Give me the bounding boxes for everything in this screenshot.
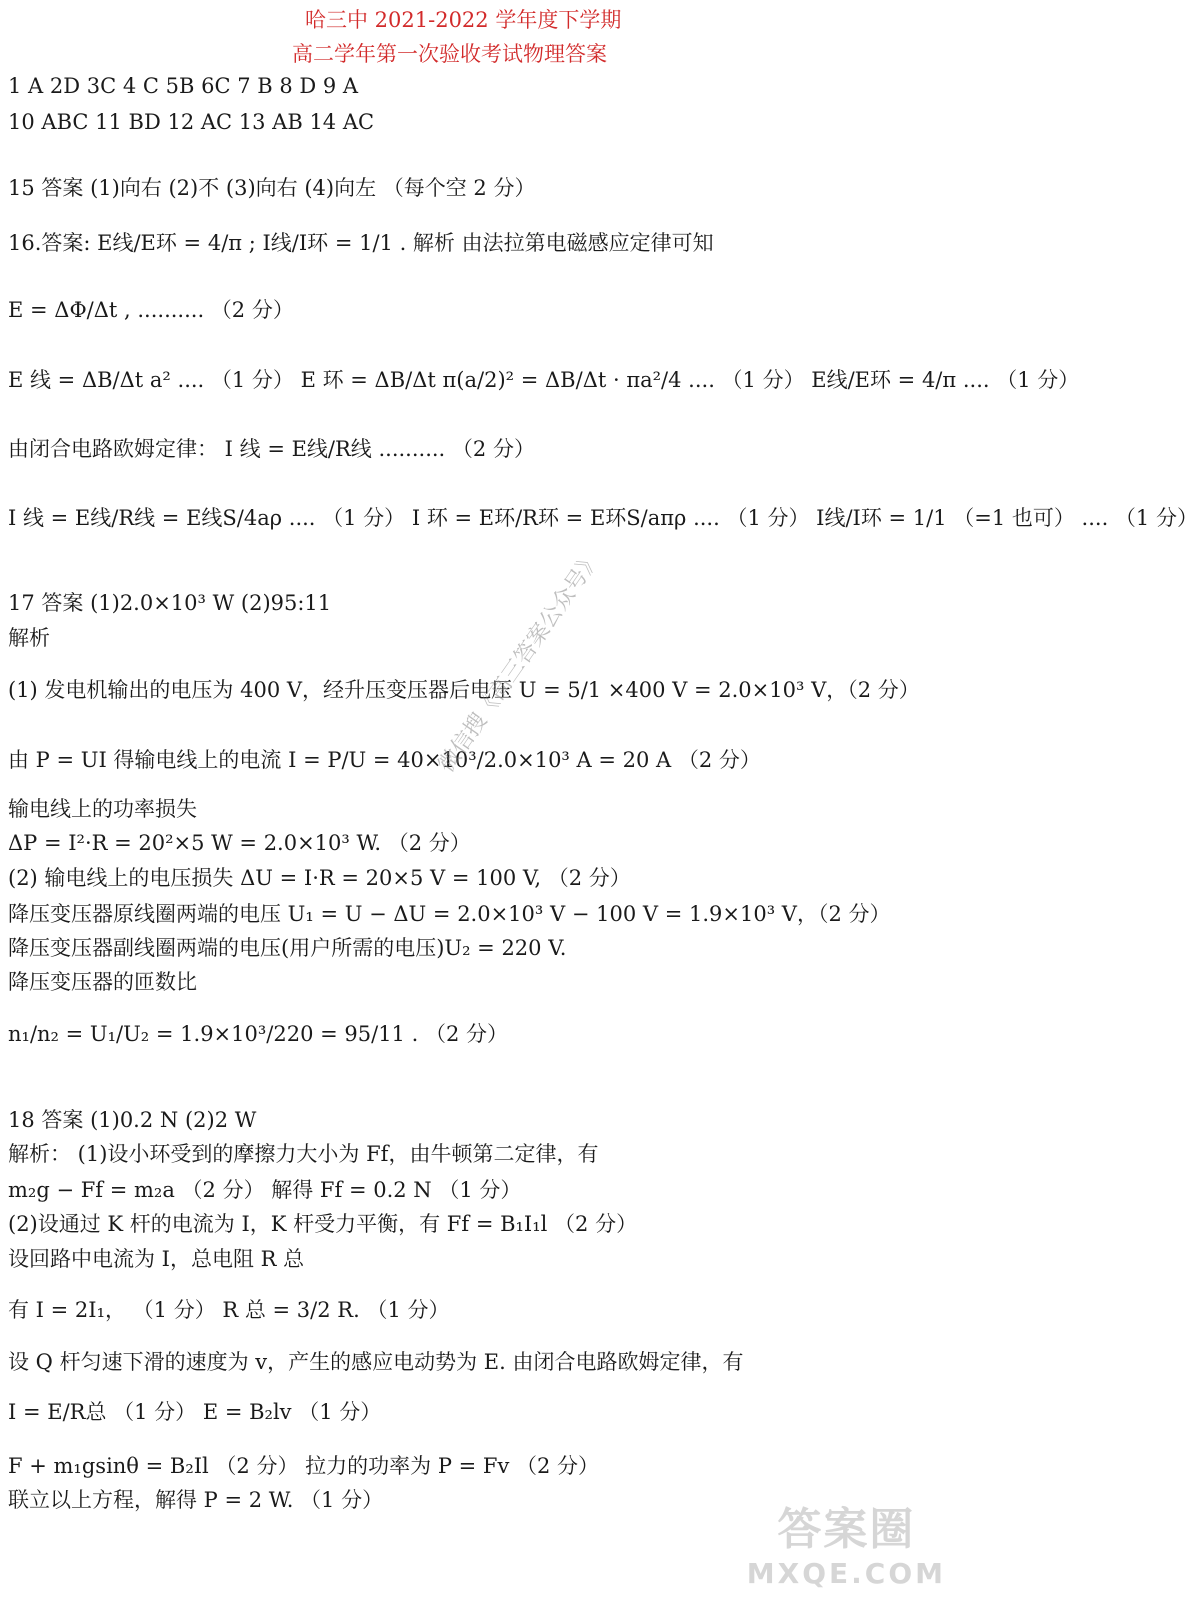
answer-line-q18-part1: 解析： (1)设小环受到的摩擦力大小为 Ff，由牛顿第二定律，有	[8, 1142, 599, 1166]
answer-line-q18-force: F + m₁gsinθ = B₂Il （2 分） 拉力的功率为 P = Fv （2 分）	[8, 1454, 600, 1478]
answer-line-q17-analysis: 解析	[8, 626, 50, 650]
answer-line-q17-loss-heading: 输电线上的功率损失	[8, 797, 197, 821]
answer-line-q18-part2: (2)设通过 K 杆的电流为 I，K 杆受力平衡，有 Ff = B₁I₁l （2 分）	[8, 1212, 638, 1236]
answer-line-q17-answer: 17 答案 (1)2.0×10³ W (2)95:11	[8, 591, 332, 615]
answer-line-q17-part2: (2) 输电线上的电压损失 ΔU = I·R = 20×5 V = 100 V, （2 分）	[8, 866, 631, 890]
answer-line-q17-u2: 降压变压器副线圈两端的电压(用户所需的电压)U₂ = 220 V.	[8, 936, 567, 960]
page-subtitle: 高二学年第一次验收考试物理答案	[292, 42, 607, 66]
answer-line-q16-ohm: 由闭合电路欧姆定律： I 线 = E线/R线 .......... （2 分）	[8, 437, 535, 461]
watermark-logo-domain: MXQE.COM	[746, 1557, 946, 1590]
answer-line-q17-current: 由 P = UI 得输电线上的电流 I = P/U = 40×10³/2.0×10³ A = 20 A （2 分）	[8, 748, 761, 772]
watermark-logo	[747, 1493, 946, 1590]
answer-line-q16-current: I 线 = E线/R线 = E线S/4aρ .... （1 分） I 环 = E环/R环 = E环S/aπρ .... （1 分） I线/I环 = 1/1 （=1 也可） .... （1 分）	[8, 506, 1198, 530]
answer-line-q18-result: 联立以上方程，解得 P = 2 W. （1 分）	[8, 1488, 384, 1512]
answer-line-q16-e: E = ΔΦ/Δt , .......... （2 分）	[8, 298, 294, 322]
watermark-logo-title: 答案圈	[777, 1504, 916, 1555]
answer-line-choice-1: 1 A 2D 3C 4 C 5B 6C 7 B 8 D 9 A	[8, 74, 359, 98]
answer-line-q16-e-compare: E 线 = ΔB/Δt a² .... （1 分） E 环 = ΔB/Δt π(a/2)² = ΔB/Δt · πa²/4 .... （1 分） E线/E环 = 4/π .... （1 分）	[8, 368, 1080, 392]
answer-line-q16-answer: 16.答案: E线/E环 = 4/π ; I线/I环 = 1/1 . 解析 由法拉第电磁感应定律可知	[8, 231, 714, 255]
answer-line-q17-ratio-heading: 降压变压器的匝数比	[8, 970, 197, 994]
answer-line-q18-friction: m₂g − Ff = m₂a （2 分） 解得 Ff = 0.2 N （1 分）	[8, 1178, 522, 1202]
answer-line-q15: 15 答案 (1)向右 (2)不 (3)向右 (4)向左 （每个空 2 分）	[8, 176, 536, 200]
answer-line-q17-ratio: n₁/n₂ = U₁/U₂ = 1.9×10³/220 = 95/11 . （2 分）	[8, 1022, 508, 1046]
answer-line-q18-emf: I = E/R总 （1 分） E = B₂lv （1 分）	[8, 1400, 382, 1424]
answer-line-q18-current: 有 I = 2I₁， （1 分） R 总 = 3/2 R. （1 分）	[8, 1298, 450, 1322]
answer-line-q18-resistance: 设回路中电流为 I，总电阻 R 总	[8, 1247, 305, 1271]
answer-line-choice-2: 10 ABC 11 BD 12 AC 13 AB 14 AC	[8, 110, 375, 134]
answer-line-q17-part1: (1) 发电机输出的电压为 400 V，经升压变压器后电压 U = 5/1 ×400 V = 2.0×10³ V，（2 分）	[8, 678, 920, 702]
page-title: 哈三中 2021-2022 学年度下学期	[305, 8, 622, 32]
answer-line-q17-power-loss: ΔP = I²·R = 20²×5 W = 2.0×10³ W. （2 分）	[8, 831, 471, 855]
answer-line-q18-velocity: 设 Q 杆匀速下滑的速度为 v，产生的感应电动势为 E. 由闭合电路欧姆定律，有	[8, 1350, 744, 1374]
answer-line-q17-u1: 降压变压器原线圈两端的电压 U₁ = U − ΔU = 2.0×10³ V − 100 V = 1.9×10³ V，（2 分）	[8, 902, 891, 926]
watermark-text: 微信搜《高三答案公众号》	[434, 546, 607, 778]
answer-line-q18-answer: 18 答案 (1)0.2 N (2)2 W	[8, 1108, 257, 1132]
